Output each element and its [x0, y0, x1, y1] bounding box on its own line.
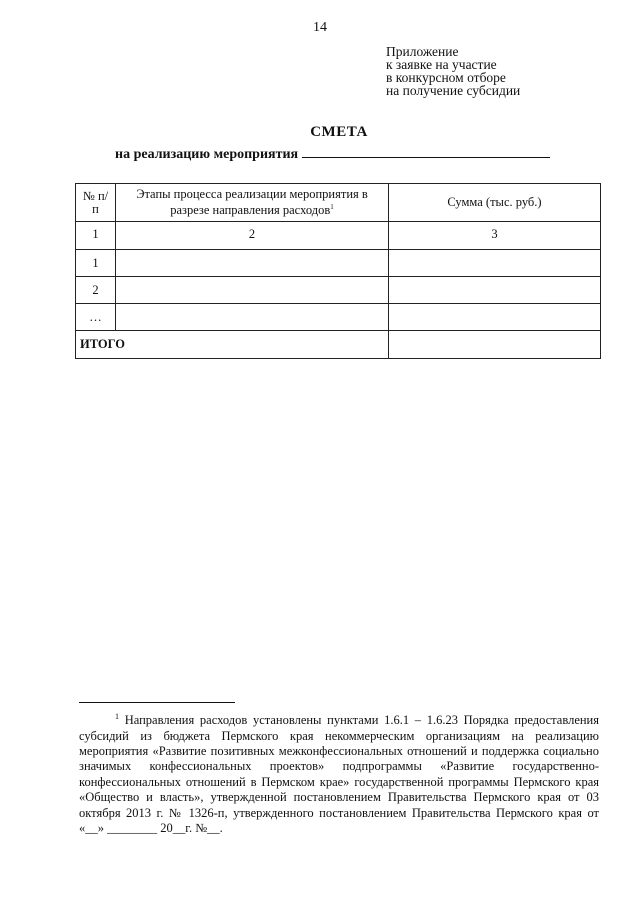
total-row: [76, 331, 601, 359]
table-row: [76, 277, 601, 304]
stage-cell: [116, 250, 389, 277]
column-number: 1: [76, 222, 116, 250]
page-number: 14: [313, 20, 327, 35]
footnote-text: Направления расходов установлены пунктами 1.6.1 – 1.6.23 Порядка предоставления субсидий из бюджета Пермского края некоммерческим организациям на реализацию мероприятия «Развитие позитивных межконфессиональных отношений и поддержка социально значимых конфессиональных проектов» подпрограммы «Развитие государственно-конфессиональных отношений в Пермском крае» государственной программы Пермского края «Общество и власть», утвержденной постановлением Правительства Пермского края от 03 октября 2013 г. № 1326-п, утвержденного постановлением Правительства Пермского края от «__» ________ 20__г. №__.: [79, 713, 599, 835]
header-number-cell: № п/п: [76, 184, 116, 222]
footnote-mark: 1: [115, 712, 119, 721]
footnote-divider: [79, 702, 235, 703]
column-number: 2: [116, 222, 389, 250]
event-name-blank-line: [302, 146, 550, 158]
subtitle-text: на реализацию мероприятия: [115, 147, 299, 162]
row-number: …: [76, 304, 116, 331]
stage-cell: [116, 277, 389, 304]
appendix-note: [386, 45, 520, 97]
row-number: 1: [76, 250, 116, 277]
stage-cell: [116, 304, 389, 331]
appendix-line: в конкурсном отборе: [386, 70, 506, 85]
header-sum-cell: Сумма (тыс. руб.): [389, 184, 601, 222]
column-numbering-row: [76, 222, 601, 250]
sum-cell: [389, 250, 601, 277]
sum-cell: [389, 277, 601, 304]
document-title: СМЕТА: [310, 124, 368, 140]
estimate-table: [75, 183, 601, 359]
sum-cell: [389, 304, 601, 331]
table-row: [76, 304, 601, 331]
total-label: ИТОГО: [76, 331, 389, 359]
appendix-line: на получение субсидии: [386, 83, 521, 98]
header-stages-text: Этапы процесса реализации мероприятия в разрезе направления расходов: [136, 186, 368, 218]
row-number: 2: [76, 277, 116, 304]
header-stages-cell: [116, 184, 389, 222]
document-subtitle: [115, 146, 550, 163]
footnote-ref: 1: [330, 202, 334, 211]
appendix-line: к заявке на участие: [386, 57, 497, 72]
total-sum-cell: [389, 331, 601, 359]
footnote: [79, 709, 599, 836]
table-header-row: [76, 184, 601, 222]
appendix-line: Приложение: [386, 44, 459, 59]
table-row: [76, 250, 601, 277]
column-number: 3: [389, 222, 601, 250]
